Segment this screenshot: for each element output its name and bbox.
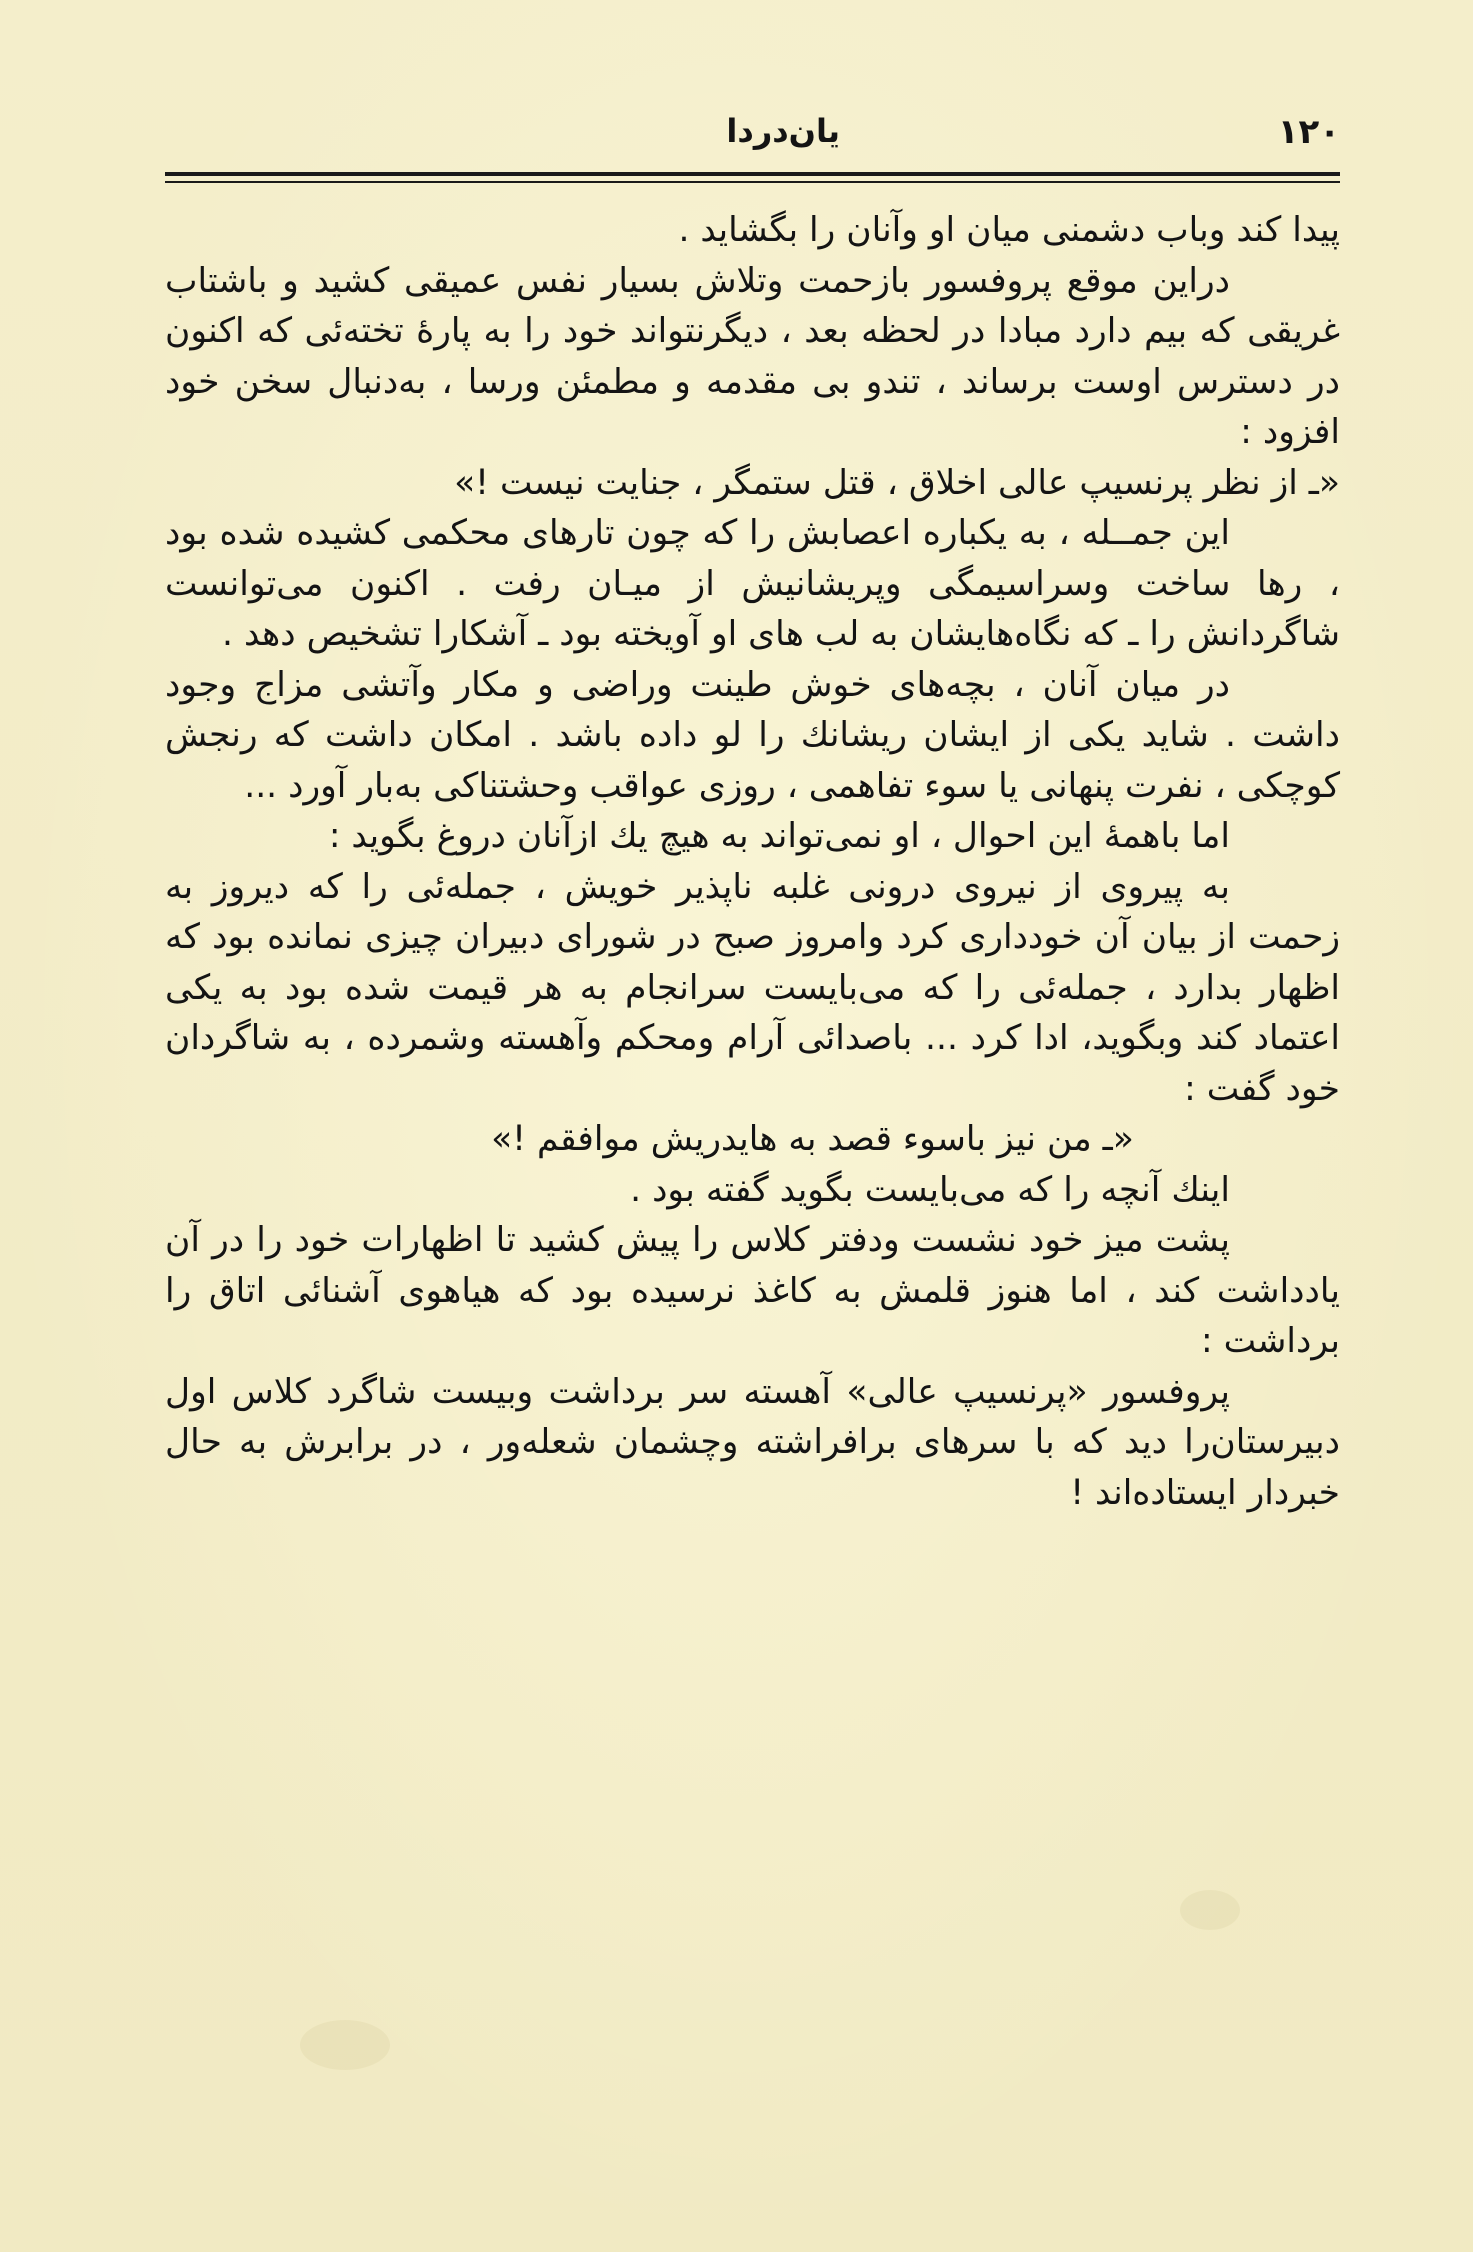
- quote: «ـ از نظر پرنسیپ عالی اخلاق ، قتل ستمگر ، جنایت نیست !»: [454, 462, 1340, 503]
- page-header: [165, 112, 1340, 172]
- running-title: یان‌دردا: [726, 112, 840, 150]
- header-rule-thin: [165, 181, 1340, 183]
- quote: «ـ من نیز باسوء قصد به هایدریش موافقم !»: [491, 1119, 1134, 1159]
- paragraph: پیدا کند وباب دشمنی میان او وآنان را بگشاید .: [678, 210, 1340, 250]
- paragraph: در میان آنان ، بچه‌های خوش طینت وراضی و مکار وآتشی مزاج وجود داشت . شاید یکی از ایشان ریشانك را لو داده باشد . امکان داشت که رنجش کوچکی ، نفرت پنهانی یا سوء تفاهمی ، روزی عواقب وحشتناکی به‌بار آورد ...: [165, 664, 1340, 806]
- page-number: ۱۲۰: [1277, 112, 1340, 152]
- paragraph: پشت میز خود نشست ودفتر کلاس را پیش کشید تا اظهارات خود را در آن یادداشت کند ، اما هنوز قلمش به کاغذ نرسیده بود که هیاهوی آشنائی اتاق را برداشت :: [165, 1220, 1340, 1361]
- paragraph: اینك آنچه را که می‌بایست بگوید گفته بود .: [630, 1169, 1230, 1210]
- paper-stain: [1180, 1890, 1240, 1930]
- body-text: [165, 205, 1340, 1518]
- header-rule: [165, 172, 1340, 176]
- paragraph: این جمــله ، به یکباره اعصابش را که چون تارهای محکمی کشیده شده بود ، رها ساخت وسراسیمگی وپریشانیش از میـان رفت . اکنون می‌توانست شاگردانش را ـ که نگاه‌هایشان به لب های او آویخته بود ـ آشکارا تشخیص دهد .: [165, 513, 1340, 654]
- paragraph: اما باهمهٔ این احوال ، او نمی‌تواند به هیچ یك ازآنان دروغ بگوید :: [328, 816, 1230, 856]
- paper-stain: [300, 2020, 390, 2070]
- paragraph: پروفسور «پرنسیپ عالی» آهسته سر برداشت وبیست شاگرد کلاس اول دبیرستان‌را دید که با سرهای برافراشته وچشمان شعله‌ور ، در برابرش به حال خبردار ایستاده‌اند !: [165, 1371, 1340, 1513]
- paragraph: دراین موقع پروفسور بازحمت وتلاش بسیار نفس عمیقی کشید و باشتاب غریقی که بیم دارد مبادا در لحظه بعد ، دیگرنتواند خود را به پارهٔ تخته‌ئی که اکنون در دسترس اوست برساند ، تندو بی مقدمه و مطمئن ورسا ، به‌دنبال سخن خود افزود :: [165, 260, 1340, 452]
- paragraph: به پیروی از نیروی درونی غلبه ناپذیر خویش ، جمله‌ئی را که دیروز به زحمت از بیان آن خودداری کرد وامروز صبح در شورای دبیران چیزی نمانده بود که اظهار بدارد ، جمله‌ئی را که می‌بایست سرانجام به هر قیمت شده بود به یکی اعتماد کند وبگوید، ادا کرد ... باصدائی آرام ومحکم وآهسته وشمرده ، به شاگردان خود گفت :: [165, 866, 1340, 1109]
